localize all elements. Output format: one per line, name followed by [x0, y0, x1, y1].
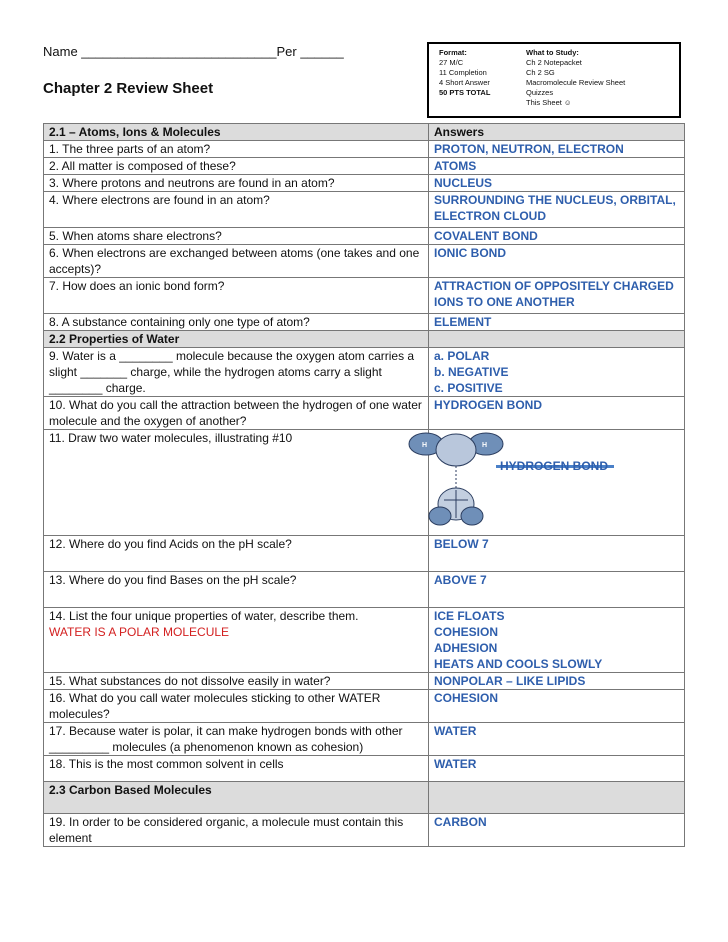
question-text: 4. Where electrons are found in an atom?: [44, 192, 429, 228]
question-text: 19. In order to be considered organic, a molecule must contain this element: [44, 814, 429, 847]
question-text: 13. Where do you find Bases on the pH scale?: [44, 572, 429, 608]
format-total: 50 PTS TOTAL: [439, 88, 491, 97]
table-row: [44, 314, 685, 331]
table-row: [44, 141, 685, 158]
answer-text: WATER: [429, 756, 685, 782]
answer-text: a. POLAR: [434, 349, 490, 363]
question-text: 10. What do you call the attraction between the hydrogen of one water molecule and the oxygen of another?: [44, 397, 429, 430]
answer-text: BELOW 7: [429, 536, 685, 572]
study-item: Macromolecule Review Sheet: [526, 78, 626, 87]
section-title: 2.3 Carbon Based Molecules: [44, 782, 429, 814]
answer-text: SURROUNDING THE NUCLEUS, ORBITAL, ELECTRON CLOUD: [429, 192, 685, 228]
page-title: Chapter 2 Review Sheet: [43, 80, 214, 97]
question-text: 9. Water is a ________ molecule because the oxygen atom carries a slight _______ charge, while the hydrogen atoms carry a slight ________ charge.: [44, 348, 429, 397]
question-text: 14. List the four unique properties of water, describe them.: [49, 609, 359, 623]
section-title: 2.1 – Atoms, Ions & Molecules: [44, 124, 429, 141]
study-item: Ch 2 SG: [526, 68, 555, 77]
table-row: [44, 756, 685, 782]
table-row: [44, 608, 685, 673]
question-note: WATER IS A POLAR MOLECULE: [49, 625, 230, 639]
answer-text: HEATS AND COOLS SLOWLY: [434, 657, 603, 671]
table-row: [44, 690, 685, 723]
answer-text: COVALENT BOND: [429, 228, 685, 245]
answer-text: HYDROGEN BOND: [429, 397, 685, 430]
question-text: 11. Draw two water molecules, illustrating #10: [44, 430, 429, 536]
study-item: Ch 2 Notepacket: [526, 58, 582, 67]
format-item: 11 Completion: [439, 68, 487, 77]
answer-text: PROTON, NEUTRON, ELECTRON: [429, 141, 685, 158]
format-heading: Format:: [439, 48, 467, 57]
format-column: [439, 48, 490, 98]
section-header-row: [44, 782, 685, 814]
answer-text: ABOVE 7: [429, 572, 685, 608]
section-title: 2.2 Properties of Water: [44, 331, 429, 348]
svg-text:H: H: [482, 442, 488, 449]
question-text: 15. What substances do not dissolve easily in water?: [44, 673, 429, 690]
svg-text:H: H: [422, 442, 428, 449]
question-text: 7. How does an ionic bond form?: [44, 278, 429, 314]
table-row: [44, 278, 685, 314]
table-row: [44, 175, 685, 192]
answer-text: ATTRACTION OF OPPOSITELY CHARGED IONS TO ONE ANOTHER: [429, 278, 685, 314]
answer-text: WATER: [429, 723, 685, 756]
answer-text: COHESION: [434, 625, 499, 639]
section-header-row: [44, 331, 685, 348]
study-heading: What to Study:: [526, 48, 579, 57]
table-row: [44, 228, 685, 245]
study-column: [526, 48, 625, 108]
question-text: 6. When electrons are exchanged between atoms (one takes and one accepts)?: [44, 245, 429, 278]
review-table: [43, 123, 685, 847]
question-text: 17. Because water is polar, it can make hydrogen bonds with other _________ molecules (a phenomenon known as cohesion): [44, 723, 429, 756]
question-text: 1. The three parts of an atom?: [44, 141, 429, 158]
table-row: [44, 192, 685, 228]
format-item: 4 Short Answer: [439, 78, 490, 87]
table-row: [44, 397, 685, 430]
section-header-row: [44, 124, 685, 141]
hydrogen-bond-label: HYDROGEN BOND: [500, 459, 609, 473]
answer-diagram-cell: [422, 430, 685, 536]
question-text: 18. This is the most common solvent in cells: [44, 756, 429, 782]
question-cell: [44, 608, 429, 673]
question-text: 16. What do you call water molecules sticking to other WATER molecules?: [44, 690, 429, 723]
format-item: 27 M/C: [439, 58, 464, 67]
name-per-line: Name ___________________________Per ______: [43, 44, 344, 59]
answer-text: c. POSITIVE: [434, 381, 503, 395]
water-molecules-diagram: [422, 430, 679, 528]
table-row: [44, 814, 685, 847]
answer-list: [429, 348, 685, 397]
answer-list: [429, 608, 685, 673]
answer-text: COHESION: [429, 690, 685, 723]
question-text: 3. Where protons and neutrons are found in an atom?: [44, 175, 429, 192]
table-row: [44, 572, 685, 608]
answer-text: b. NEGATIVE: [434, 365, 509, 379]
table-row: [44, 723, 685, 756]
table-row: [44, 158, 685, 175]
answer-text: ICE FLOATS: [434, 609, 505, 623]
question-text: 2. All matter is composed of these?: [44, 158, 429, 175]
table-row: [44, 348, 685, 397]
answer-text: ATOMS: [429, 158, 685, 175]
format-box: [427, 42, 681, 118]
answers-header: Answers: [429, 124, 685, 141]
answer-text: IONIC BOND: [429, 245, 685, 278]
answer-text: ELEMENT: [429, 314, 685, 331]
table-row: [44, 245, 685, 278]
study-item: Quizzes: [526, 88, 554, 97]
answer-text: NONPOLAR – LIKE LIPIDS: [429, 673, 685, 690]
answer-text: NUCLEUS: [429, 175, 685, 192]
table-row: [44, 430, 685, 536]
table-row: [44, 536, 685, 572]
question-text: 8. A substance containing only one type of atom?: [44, 314, 429, 331]
question-text: 12. Where do you find Acids on the pH scale?: [44, 536, 429, 572]
study-item: This Sheet ☺: [526, 98, 572, 107]
question-text: 5. When atoms share electrons?: [44, 228, 429, 245]
water-molecule-illustration: [406, 428, 506, 532]
answer-text: CARBON: [429, 814, 685, 847]
answer-text: ADHESION: [434, 641, 498, 655]
table-row: [44, 673, 685, 690]
